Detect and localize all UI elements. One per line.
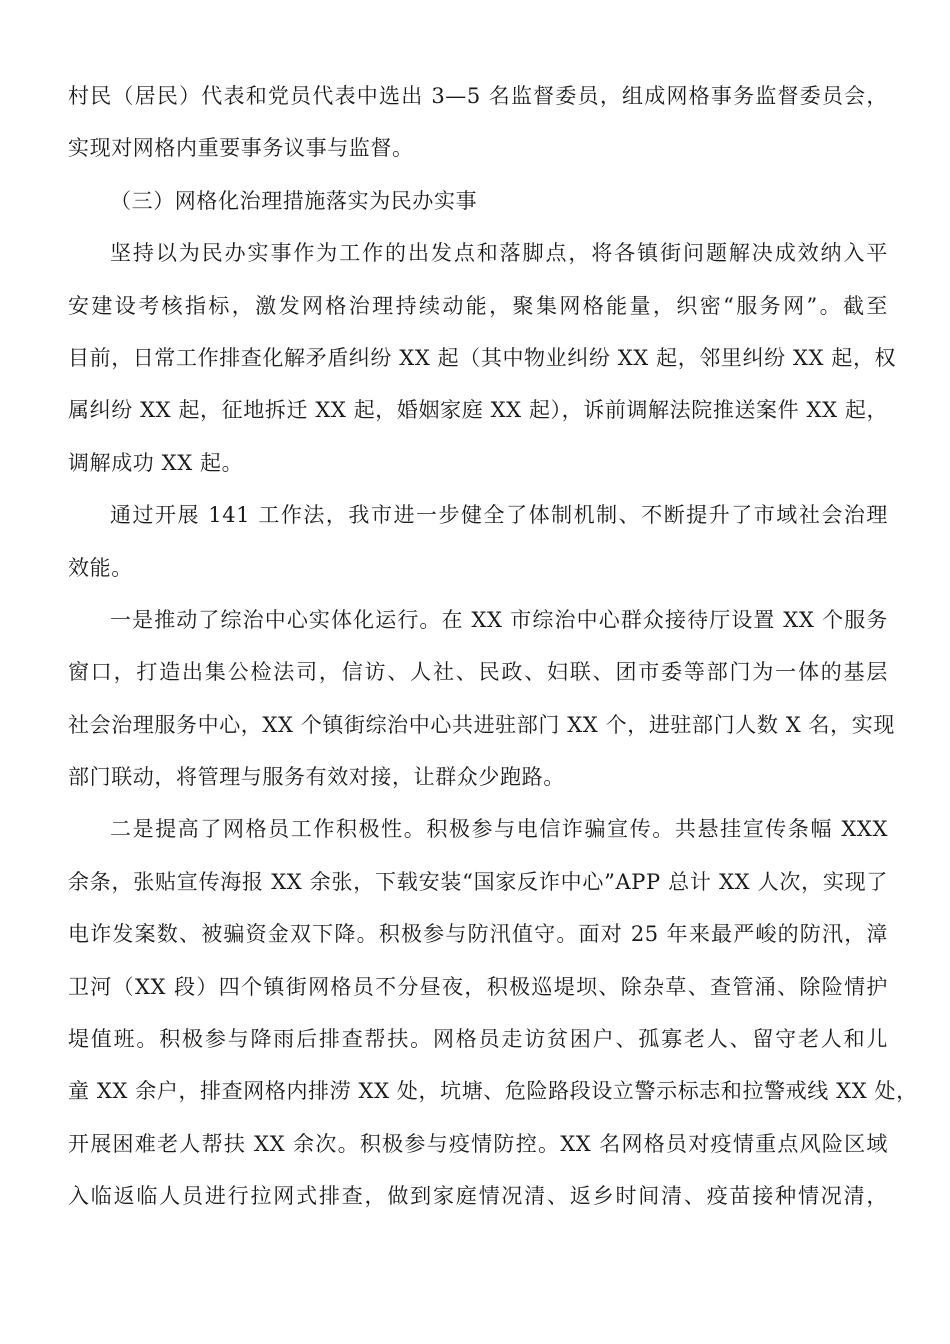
text-line: 二是提高了网格员工作积极性。积极参与电信诈骗宣传。共悬挂宣传条幅 XXX <box>110 817 888 842</box>
text-line: 通过开展 141 工作法，我市进一步健全了体制机制、不断提升了市域社会治理 <box>110 503 888 528</box>
text-line: 电诈发案数、被骗资金双下降。积极参与防汛值守。面对 25 年来最严峻的防汛，漳 <box>68 922 888 947</box>
text-line: 实现对网格内重要事务议事与监督。 <box>68 136 414 161</box>
text-line: 安建设考核指标，激发网格治理持续动能，聚集网格能量，织密“服务网”。截至 <box>68 293 888 318</box>
text-line: 效能。 <box>68 555 133 580</box>
text-line: 堤值班。积极参与降雨后排查帮扶。网格员走访贫困户、孤寡老人、留守老人和儿 <box>68 1027 888 1052</box>
text-line: 一是推动了综治中心实体化运行。在 XX 市综治中心群众接待厅设置 XX 个服务 <box>110 607 888 632</box>
text-line: 窗口，打造出集公检法司，信访、人社、民政、妇联、团市委等部门为一体的基层 <box>68 660 888 685</box>
text-line: 坚持以为民办实事作为工作的出发点和落脚点，将各镇街问题解决成效纳入平 <box>110 241 888 266</box>
text-line: 社会治理服务中心，XX 个镇街综治中心共进驻部门 XX 个，进驻部门人数 X 名，实现 <box>68 712 895 737</box>
document-body <box>68 70 918 1223</box>
text-line: 卫河（XX 段）四个镇街网格员不分昼夜，积极巡堤坝、除杂草、查管涌、除险情护 <box>68 974 888 999</box>
text-line: 入临返临人员进行拉网式排查，做到家庭情况清、返乡时间清、疫苗接种情况清， <box>68 1184 888 1209</box>
text-line: 目前，日常工作排查化解矛盾纠纷 XX 起（其中物业纠纷 XX 起，邻里纠纷 XX 起，权 <box>68 345 897 370</box>
text-line: 开展困难老人帮扶 XX 余次。积极参与疫情防控。XX 名网格员对疫情重点风险区域 <box>68 1131 888 1156</box>
section-heading: （三）网格化治理措施落实为民办实事 <box>110 188 478 213</box>
text-line: 村民（居民）代表和党员代表中选出 3—5 名监督委员，组成网格事务监督委员会， <box>68 84 888 108</box>
text-line: 调解成功 XX 起。 <box>68 450 244 475</box>
text-line: 余条，张贴宣传海报 XX 余张，下载安装“国家反诈中心”APP 总计 XX 人次，实现了 <box>68 869 888 894</box>
text-line: 属纠纷 XX 起，征地拆迁 XX 起，婚姻家庭 XX 起），诉前调解法院推送案件 XX 起， <box>68 398 889 423</box>
text-line: 童 XX 余户，排查网格内排涝 XX 处，坑塘、危险路段设立警示标志和拉警戒线 XX 处， <box>68 1079 918 1104</box>
text-line: 部门联动，将管理与服务有效对接，让群众少跑路。 <box>68 765 565 790</box>
